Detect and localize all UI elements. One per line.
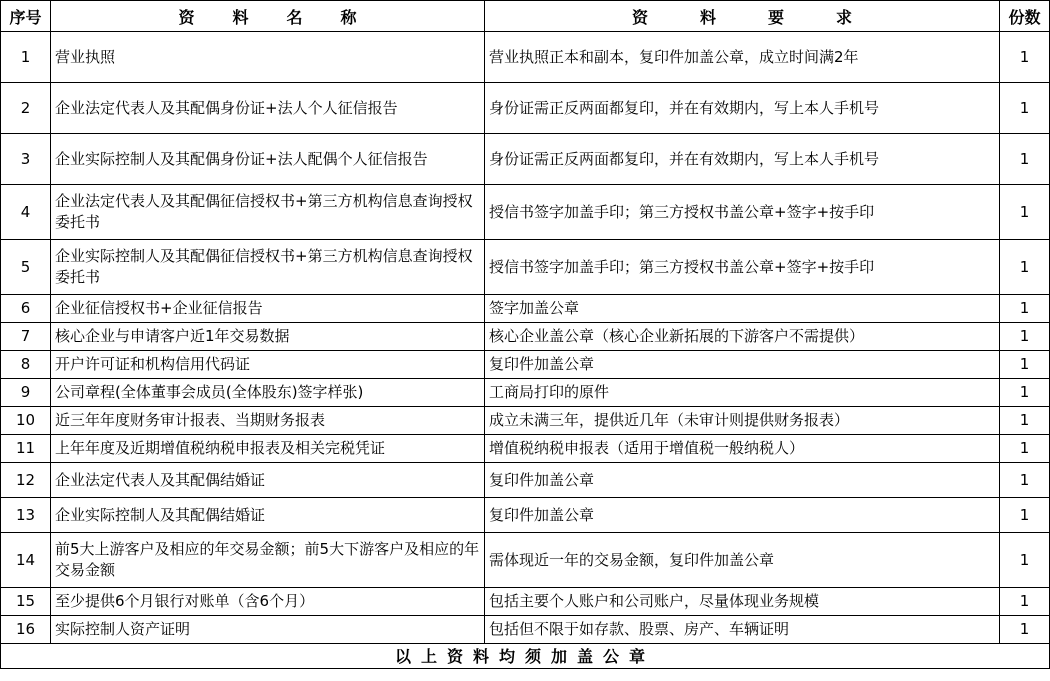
row-requirement: 成立未满三年，提供近几年（未审计则提供财务报表）: [485, 407, 1000, 435]
row-document-name: 企业实际控制人及其配偶结婚证: [51, 498, 485, 533]
row-index: 5: [1, 240, 51, 295]
table-row: [1, 351, 1050, 379]
row-index: 9: [1, 379, 51, 407]
row-requirement: 包括主要个人账户和公司账户，尽量体现业务规模: [485, 588, 1000, 616]
row-index: 6: [1, 295, 51, 323]
row-index: 3: [1, 134, 51, 185]
table-row: [1, 323, 1050, 351]
row-index: 8: [1, 351, 51, 379]
row-document-name: 核心企业与申请客户近1年交易数据: [51, 323, 485, 351]
table-header-row: [1, 1, 1050, 32]
footer-note: 以上资料均须加盖公章: [1, 644, 1050, 669]
row-requirement: 需体现近一年的交易金额，复印件加盖公章: [485, 533, 1000, 588]
row-count: 1: [1000, 616, 1050, 644]
table-row: [1, 407, 1050, 435]
row-requirement: 核心企业盖公章（核心企业新拓展的下游客户不需提供）: [485, 323, 1000, 351]
table-footer-row: [1, 644, 1050, 669]
row-index: 12: [1, 463, 51, 498]
row-count: 1: [1000, 533, 1050, 588]
row-document-name: 企业法定代表人及其配偶身份证+法人个人征信报告: [51, 83, 485, 134]
row-document-name: 企业征信授权书+企业征信报告: [51, 295, 485, 323]
table-row: [1, 498, 1050, 533]
row-requirement: 工商局打印的原件: [485, 379, 1000, 407]
row-count: 1: [1000, 407, 1050, 435]
row-requirement: 包括但不限于如存款、股票、房产、车辆证明: [485, 616, 1000, 644]
row-count: 1: [1000, 134, 1050, 185]
table-row: [1, 295, 1050, 323]
row-count: 1: [1000, 323, 1050, 351]
row-index: 16: [1, 616, 51, 644]
row-requirement: 身份证需正反两面都复印，并在有效期内，写上本人手机号: [485, 83, 1000, 134]
table-row: [1, 588, 1050, 616]
row-index: 7: [1, 323, 51, 351]
header-name: 资料名称: [51, 1, 485, 32]
header-count: 份数: [1000, 1, 1050, 32]
row-count: 1: [1000, 498, 1050, 533]
row-index: 10: [1, 407, 51, 435]
row-index: 13: [1, 498, 51, 533]
row-count: 1: [1000, 83, 1050, 134]
row-requirement: 复印件加盖公章: [485, 463, 1000, 498]
row-count: 1: [1000, 295, 1050, 323]
row-index: 2: [1, 83, 51, 134]
row-document-name: 至少提供6个月银行对账单（含6个月）: [51, 588, 485, 616]
row-index: 15: [1, 588, 51, 616]
row-count: 1: [1000, 435, 1050, 463]
row-document-name: 企业实际控制人及其配偶身份证+法人配偶个人征信报告: [51, 134, 485, 185]
row-count: 1: [1000, 351, 1050, 379]
table-row: [1, 435, 1050, 463]
row-count: 1: [1000, 588, 1050, 616]
row-count: 1: [1000, 463, 1050, 498]
row-document-name: 前5大上游客户及相应的年交易金额；前5大下游客户及相应的年交易金额: [51, 533, 485, 588]
row-document-name: 实际控制人资产证明: [51, 616, 485, 644]
row-document-name: 企业实际控制人及其配偶征信授权书+第三方机构信息查询授权委托书: [51, 240, 485, 295]
header-index: 序号: [1, 1, 51, 32]
row-document-name: 企业法定代表人及其配偶结婚证: [51, 463, 485, 498]
row-document-name: 上年年度及近期增值税纳税申报表及相关完税凭证: [51, 435, 485, 463]
row-document-name: 营业执照: [51, 32, 485, 83]
table-row: [1, 240, 1050, 295]
table-row: [1, 463, 1050, 498]
header-requirement: 资料要求: [485, 1, 1000, 32]
row-index: 11: [1, 435, 51, 463]
row-index: 4: [1, 185, 51, 240]
row-count: 1: [1000, 185, 1050, 240]
row-requirement: 授信书签字加盖手印；第三方授权书盖公章+签字+按手印: [485, 185, 1000, 240]
row-document-name: 近三年年度财务审计报表、当期财务报表: [51, 407, 485, 435]
row-count: 1: [1000, 379, 1050, 407]
row-index: 14: [1, 533, 51, 588]
table-row: [1, 134, 1050, 185]
row-requirement: 签字加盖公章: [485, 295, 1000, 323]
table-row: [1, 83, 1050, 134]
table-row: [1, 32, 1050, 83]
row-requirement: 复印件加盖公章: [485, 351, 1000, 379]
row-requirement: 增值税纳税申报表（适用于增值税一般纳税人）: [485, 435, 1000, 463]
row-requirement: 身份证需正反两面都复印，并在有效期内，写上本人手机号: [485, 134, 1000, 185]
row-index: 1: [1, 32, 51, 83]
row-requirement: 营业执照正本和副本，复印件加盖公章，成立时间满2年: [485, 32, 1000, 83]
row-document-name: 公司章程(全体董事会成员(全体股东)签字样张): [51, 379, 485, 407]
table-row: [1, 616, 1050, 644]
row-document-name: 企业法定代表人及其配偶征信授权书+第三方机构信息查询授权委托书: [51, 185, 485, 240]
row-document-name: 开户许可证和机构信用代码证: [51, 351, 485, 379]
table-row: [1, 185, 1050, 240]
row-count: 1: [1000, 240, 1050, 295]
table-body: [1, 32, 1050, 644]
row-requirement: 复印件加盖公章: [485, 498, 1000, 533]
table-row: [1, 533, 1050, 588]
row-requirement: 授信书签字加盖手印；第三方授权书盖公章+签字+按手印: [485, 240, 1000, 295]
table-row: [1, 379, 1050, 407]
row-count: 1: [1000, 32, 1050, 83]
